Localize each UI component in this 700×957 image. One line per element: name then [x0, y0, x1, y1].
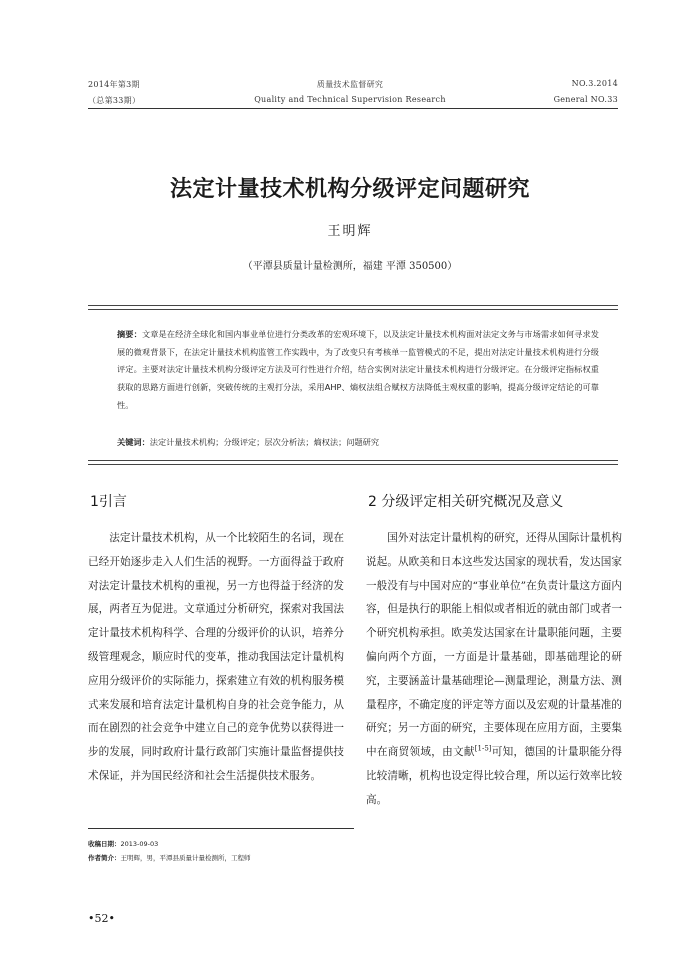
footnote-rule	[88, 828, 354, 829]
author-info: 王明辉，男，平潭县质量计量检测所，工程师	[120, 854, 251, 862]
section-1-body: 法定计量技术机构，从一个比较陌生的名词，现在已经开始逐步走入人们生活的视野。一方面得益于政府对法定计量技术机构的重视，另一方也得益于经济的发展，两者互为促进。文章通过分析研究，探索对我国法定计量技术机构科学、合理的分级评价的认识，培养分级管理观念，顺应时代的变革，推动我国法定计量机构应用分级评价的实际能力，探索建立有效的机构服务模式来发展和培育法定计量机构自身的社会竞争能力，从而在剧烈的社会竞争中建立自己的竞争优势以获得进一步的发展，同时政府计量行政部门实施计量监督提供技术保证，并为国民经济和社会生活提供技术服务。	[88, 532, 344, 782]
header-rule	[88, 108, 618, 109]
section-2-heading: 2 分级评定相关研究概况及意义	[368, 494, 564, 510]
abstract-top-rule	[88, 305, 618, 310]
citation-ref: [1-5]	[474, 744, 492, 753]
header-number: NO.3.2014	[571, 79, 618, 88]
paper-title: 法定计量技术机构分级评定问题研究	[169, 177, 530, 202]
received-label: 收稿日期：	[88, 840, 121, 848]
section-2-text-b: 可知，德国的计量职能分得比较清晰，机构也设定得比较合理，所以运行效率比较高。	[366, 746, 623, 806]
abstract-bottom-rule	[88, 460, 618, 465]
header-journal-cn: 质量技术监督研究	[316, 80, 384, 89]
header-total-issue: （总第33期）	[88, 96, 141, 105]
section-2-body	[366, 527, 622, 813]
author-info-label: 作者简介：	[88, 854, 121, 862]
keywords-text: 法定计量技术机构；分级评定；层次分析法；熵权法；问题研究	[149, 437, 380, 447]
header-general-number: General NO.33	[553, 95, 618, 104]
abstract	[117, 326, 599, 415]
received-date: 2013-09-03	[120, 840, 159, 848]
header-journal-en: Quality and Technical Supervision Research	[254, 95, 446, 104]
abstract-text: 文章是在经济全球化和国内事业单位进行分类改革的宏观环境下，以及法定计量技术机构面对法定文务与市场需求如何寻求发展的微观背景下，在法定计量技术机构监管工作实践中，为了改变只有考核单一监管模式的不足，提出对法定计量技术机构进行分级评定。主要对法定计量技术机构分级评定方法及可行性进行介绍，结合实例对法定计量技术机构进行分级评定。在分级评定指标权重获取的思路方面进行创新，突破传统的主观打分法，采用AHP、熵权法组合赋权方法降低主观权重的影响，提高分级评定结论的可靠性。	[117, 329, 599, 410]
author-name: 王明辉	[327, 224, 373, 239]
header-issue: 2014年第3期	[88, 80, 140, 89]
section-1-heading: 1引言	[90, 494, 127, 510]
footnote-author	[88, 853, 251, 862]
abstract-label: 摘要：	[117, 329, 142, 339]
keywords-label: 关键词：	[117, 437, 150, 447]
page-number: •52•	[88, 912, 115, 925]
footnote-received	[88, 839, 158, 848]
keywords	[117, 437, 379, 448]
section-2-text-a: 国外对法定计量机构的研究，还得从国际计量机构说起。从欧美和日本这些发达国家的现状看，发达国家一般没有与中国对应的“事业单位”在负责计量这方面内容，但是执行的职能上相似或者相近的就由部门或者一个研究机构承担。欧美发达国家在计量职能问题，主要偏向两个方面，一方面是计量基础，即基础理论的研究，主要涵盖计量基础理论—测量理论，测量方法、测量程序，不确定度的评定等方面以及宏观的计量基准的研究；另一方面的研究，主要体现在应用方面，主要集中在商贸领域，由文献	[366, 532, 622, 759]
author-affiliation: （平潭县质量计量检测所，福建 平潭 350500）	[242, 261, 458, 272]
